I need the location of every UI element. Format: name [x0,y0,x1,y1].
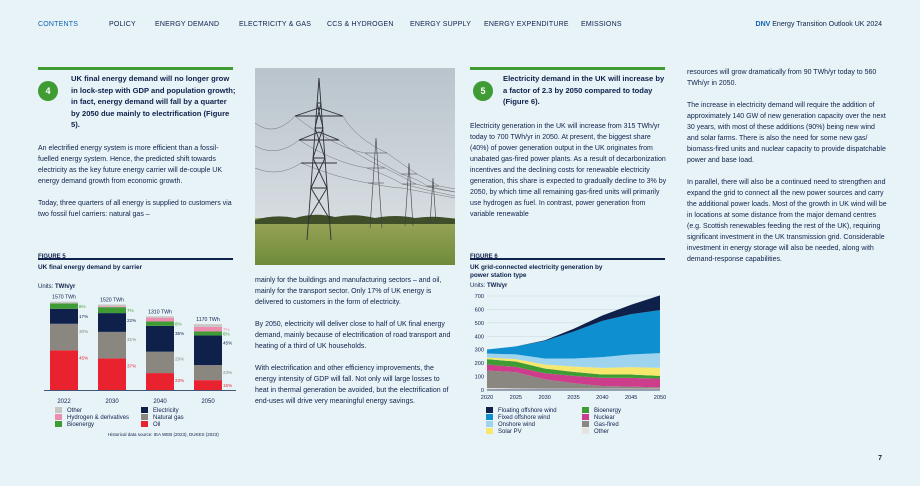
bar-segment [50,324,78,350]
legend-swatch [486,428,493,434]
energy-demand-bar-chart [38,292,238,404]
pylons-illustration [255,68,455,265]
bar-segment [50,350,78,390]
legend-item [582,428,609,435]
legend-swatch [55,421,62,427]
data-label: 23% [175,378,185,384]
x-tick-label: 2030 [105,399,119,404]
legend-label: Hydrogen & derivatives [67,415,130,421]
total-label: 1570 TWh [52,294,76,301]
brand [756,21,882,28]
nav-emissions[interactable]: EMISSIONS [581,21,622,28]
y-tick-label: 200 [474,361,484,368]
figure-5-source: Historical data source: IEA WEB (2023), DUKES (2023) [108,432,219,437]
y-tick-label: 600 [474,307,484,314]
x-tick-label: 2045 [624,395,638,401]
legend-label: Bioenergy [67,422,95,428]
legend-label: Bioenergy [594,408,622,414]
legend-swatch [141,407,148,413]
x-tick-label: 2050 [201,399,215,404]
section-divider [470,67,665,70]
bar-segment [146,316,174,317]
legend-label: Oil [153,422,161,428]
section-4-body [38,143,238,231]
legend-item [55,421,94,428]
figure-6-units [470,283,507,289]
units-prefix: Units: [470,283,486,289]
bar-segment [146,326,174,352]
nav-energy-expenditure[interactable]: ENERGY EXPENDITURE [484,21,569,28]
legend-item [141,421,160,428]
legend-label: Onshore wind [498,422,536,428]
legend-label: Nuclear [594,415,615,421]
total-label: 1170 TWh [196,317,220,324]
nav-electricity-gas[interactable]: ELECTRICITY & GAS [239,21,312,28]
legend-label: Gas-fired [594,422,619,428]
x-tick-label: 2020 [480,395,494,401]
legend-swatch [486,407,493,413]
legend-swatch [582,421,589,427]
legend-swatch [55,414,62,420]
brand-title: Energy Transition Outlook UK 2024 [772,21,882,28]
paragraph: The increase in electricity demand will require the addition of approximately 140 GW of new generation capacity over the next 30 years, with most of these additions (90%) being new wind and solar farms. There is also the need for some new gas/ biomass-fired units and nuclear capacity to provide dispatchable power and base load. [687,102,886,164]
x-tick-label: 2025 [509,395,523,401]
legend-swatch [141,414,148,420]
data-label: 45% [223,340,233,346]
figure-5-label: FIGURE 5 [38,254,66,260]
dnv-logo: DNV [755,21,771,28]
page-number: 7 [878,455,882,462]
section-5-body [470,121,670,231]
section-5-heading: Electricity demand in the UK will increase by a factor of 2.3 by 2050 compared to today (Figure 6). [503,74,665,106]
nav-energy-demand[interactable]: ENERGY DEMAND [155,21,220,28]
legend-label: Floating offshore wind [498,408,557,414]
bar-segment [146,318,174,322]
legend-swatch [486,421,493,427]
figure-5-legend [55,407,235,431]
nav-energy-supply[interactable]: ENERGY SUPPLY [410,21,472,28]
legend-swatch [582,428,589,434]
legend-swatch [486,414,493,420]
legend-swatch [582,414,589,420]
units-value: TWh/yr [55,284,76,290]
legend-swatch [55,407,62,413]
bar-segment [50,309,78,324]
legend-label: Other [594,429,610,435]
data-label: 15% [223,383,233,389]
total-label: 1520 TWh [100,297,124,304]
figure-5-units [38,284,75,290]
x-tick-label: 2030 [538,395,551,401]
bar-segment [194,335,222,365]
legend-label: Other [67,408,83,414]
y-tick-label: 700 [474,294,484,300]
bar-segment [194,327,222,332]
bar-segment [98,306,126,307]
electricity-generation-area-chart [470,290,670,402]
paragraph: Electricity generation in the UK will increase from 315 TWh/yr today to 700 TWh/yr in 2050. At present, the biggest share (40%) of power generation output in the UK originates from unabated gas-fired power plants. As a result of decarbonization incentives and the declining costs for renewable electricity generation, this share is expected to gradually decline to 3% by 2050, by which time all remaining gas-fired units will primarily use hydrogen as fuel. In contrast, power generation from variable renewable [470,123,667,218]
x-tick-label: 2035 [567,395,580,401]
paragraph: By 2050, electricity will deliver close to half of UK final energy demand, mainly because of electrification of road transport and heating of a third of UK households. [255,321,451,350]
data-label: 35% [175,330,185,336]
y-tick-label: 300 [474,347,484,354]
bar-segment [98,332,126,358]
paragraph: An electrified energy system is more efficient than a fossil-fuelled energy system. Hence, the predicted shift towards electricity as the key future energy carrier will de-couple UK energy demand growth from economic growth. [38,145,223,185]
middle-column-body [255,275,455,418]
legend-item [55,414,129,421]
bar-segment [194,324,222,327]
data-label: 23% [223,370,233,376]
units-prefix: Units: [38,284,54,290]
bar-segment [98,307,126,313]
bar-segment [146,321,174,325]
legend-item [582,414,615,421]
y-tick-label: 500 [474,320,484,327]
legend-item [486,421,535,428]
legend-item [486,407,557,414]
data-label: 17% [79,313,89,319]
legend-label: Electricity [153,408,179,414]
x-tick-label: 2040 [153,399,167,404]
bar-segment [146,352,174,373]
legend-item [141,414,184,421]
data-label: 31% [127,336,137,342]
x-tick-label: 2050 [653,395,667,401]
section-number-badge: 5 [473,81,493,101]
legend-swatch [141,421,148,427]
data-label: 6% [175,321,182,327]
units-value: TWh/yr [487,283,508,289]
data-label: 37% [127,363,137,369]
bar-segment [194,365,222,380]
figure-6-legend [486,407,666,439]
paragraph: resources will grow dramatically from 90 TWh/yr today to 560 TWh/yr in 2050. [687,69,877,87]
figure-6-label: FIGURE 6 [470,254,498,260]
legend-label: Natural gas [153,415,184,421]
section-divider [38,67,233,70]
bar-segment [50,302,78,304]
paragraph: In parallel, there will also be a continued need to strengthen and expand the grid to connect all the new power sources and carry the additional power loads. Most of the growth in UK wind will be in locations at some distance from the major demand centres (e.g. Scottish renewables feeding the rest of the UK), requiring significant investment in the UK transmission grid. Considerable investment in energy storage will also be needed, along with demand-response capabilities. [687,179,887,263]
bar-segment [194,331,222,335]
legend-item [486,414,550,421]
paragraph: Today, three quarters of all energy is supplied to customers via two fossil fuel carriers: natural gas – [38,200,232,218]
data-label: 29% [175,356,185,362]
data-label: 6% [79,304,86,310]
bar-segment [98,313,126,332]
legend-item [582,421,619,428]
bar-segment [98,358,126,390]
bar-segment [146,373,174,390]
y-tick-label: 0 [480,388,484,394]
figure-divider [470,258,665,260]
figure-divider [38,258,233,260]
y-tick-label: 100 [474,374,484,381]
total-label: 1310 TWh [148,309,172,316]
bar-segment [98,305,126,307]
nav-policy[interactable]: POLICY [109,21,136,28]
bar-segment [50,303,78,308]
y-tick-label: 400 [474,334,484,341]
data-label: 22% [127,318,137,324]
data-label: 45% [79,355,89,361]
paragraph: With electrification and other efficiency improvements, the energy intensity of GDP will fall. Not only will large losses to heat in thermal generation be avoided, but the electrification of end-uses will drive very meaningful energy savings. [255,365,449,405]
area-series [487,310,660,358]
data-label: 7% [127,308,134,314]
data-label: 30% [79,328,89,334]
nav-ccs-hydrogen[interactable]: CCS & HYDROGEN [327,21,394,28]
legend-item [141,407,179,414]
section-number-badge: 4 [38,81,58,101]
nav-contents[interactable]: CONTENTS [38,21,79,28]
x-tick-label: 2040 [596,395,609,401]
legend-item [55,407,82,414]
power-pylons-photo [255,68,455,265]
legend-label: Solar PV [498,429,522,435]
legend-swatch [582,407,589,413]
x-tick-label: 2022 [57,399,71,404]
right-column-body [687,67,887,276]
legend-label: Fixed offshore wind [498,415,550,421]
figure-6-title: UK grid-connected electricity generation by power station type [470,264,603,279]
data-label: 7% [223,327,230,333]
data-label: 6% [223,331,230,337]
figure-5-title: UK final energy demand by carrier [38,264,143,271]
section-4-heading: UK final energy demand will no longer grow in lock-step with GDP and population growth; in fact, energy demand will fall by a quarter by 2050 due mainly to electrification (Figure 5). [71,74,236,129]
legend-item [486,428,522,435]
paragraph: mainly for the buildings and manufacturing sectors – and oil, mainly for the transport sector. Only 17% of UK energy is delivered to customers in the form of electricity. [255,277,442,306]
legend-item [582,407,621,414]
bar-segment [194,380,222,390]
